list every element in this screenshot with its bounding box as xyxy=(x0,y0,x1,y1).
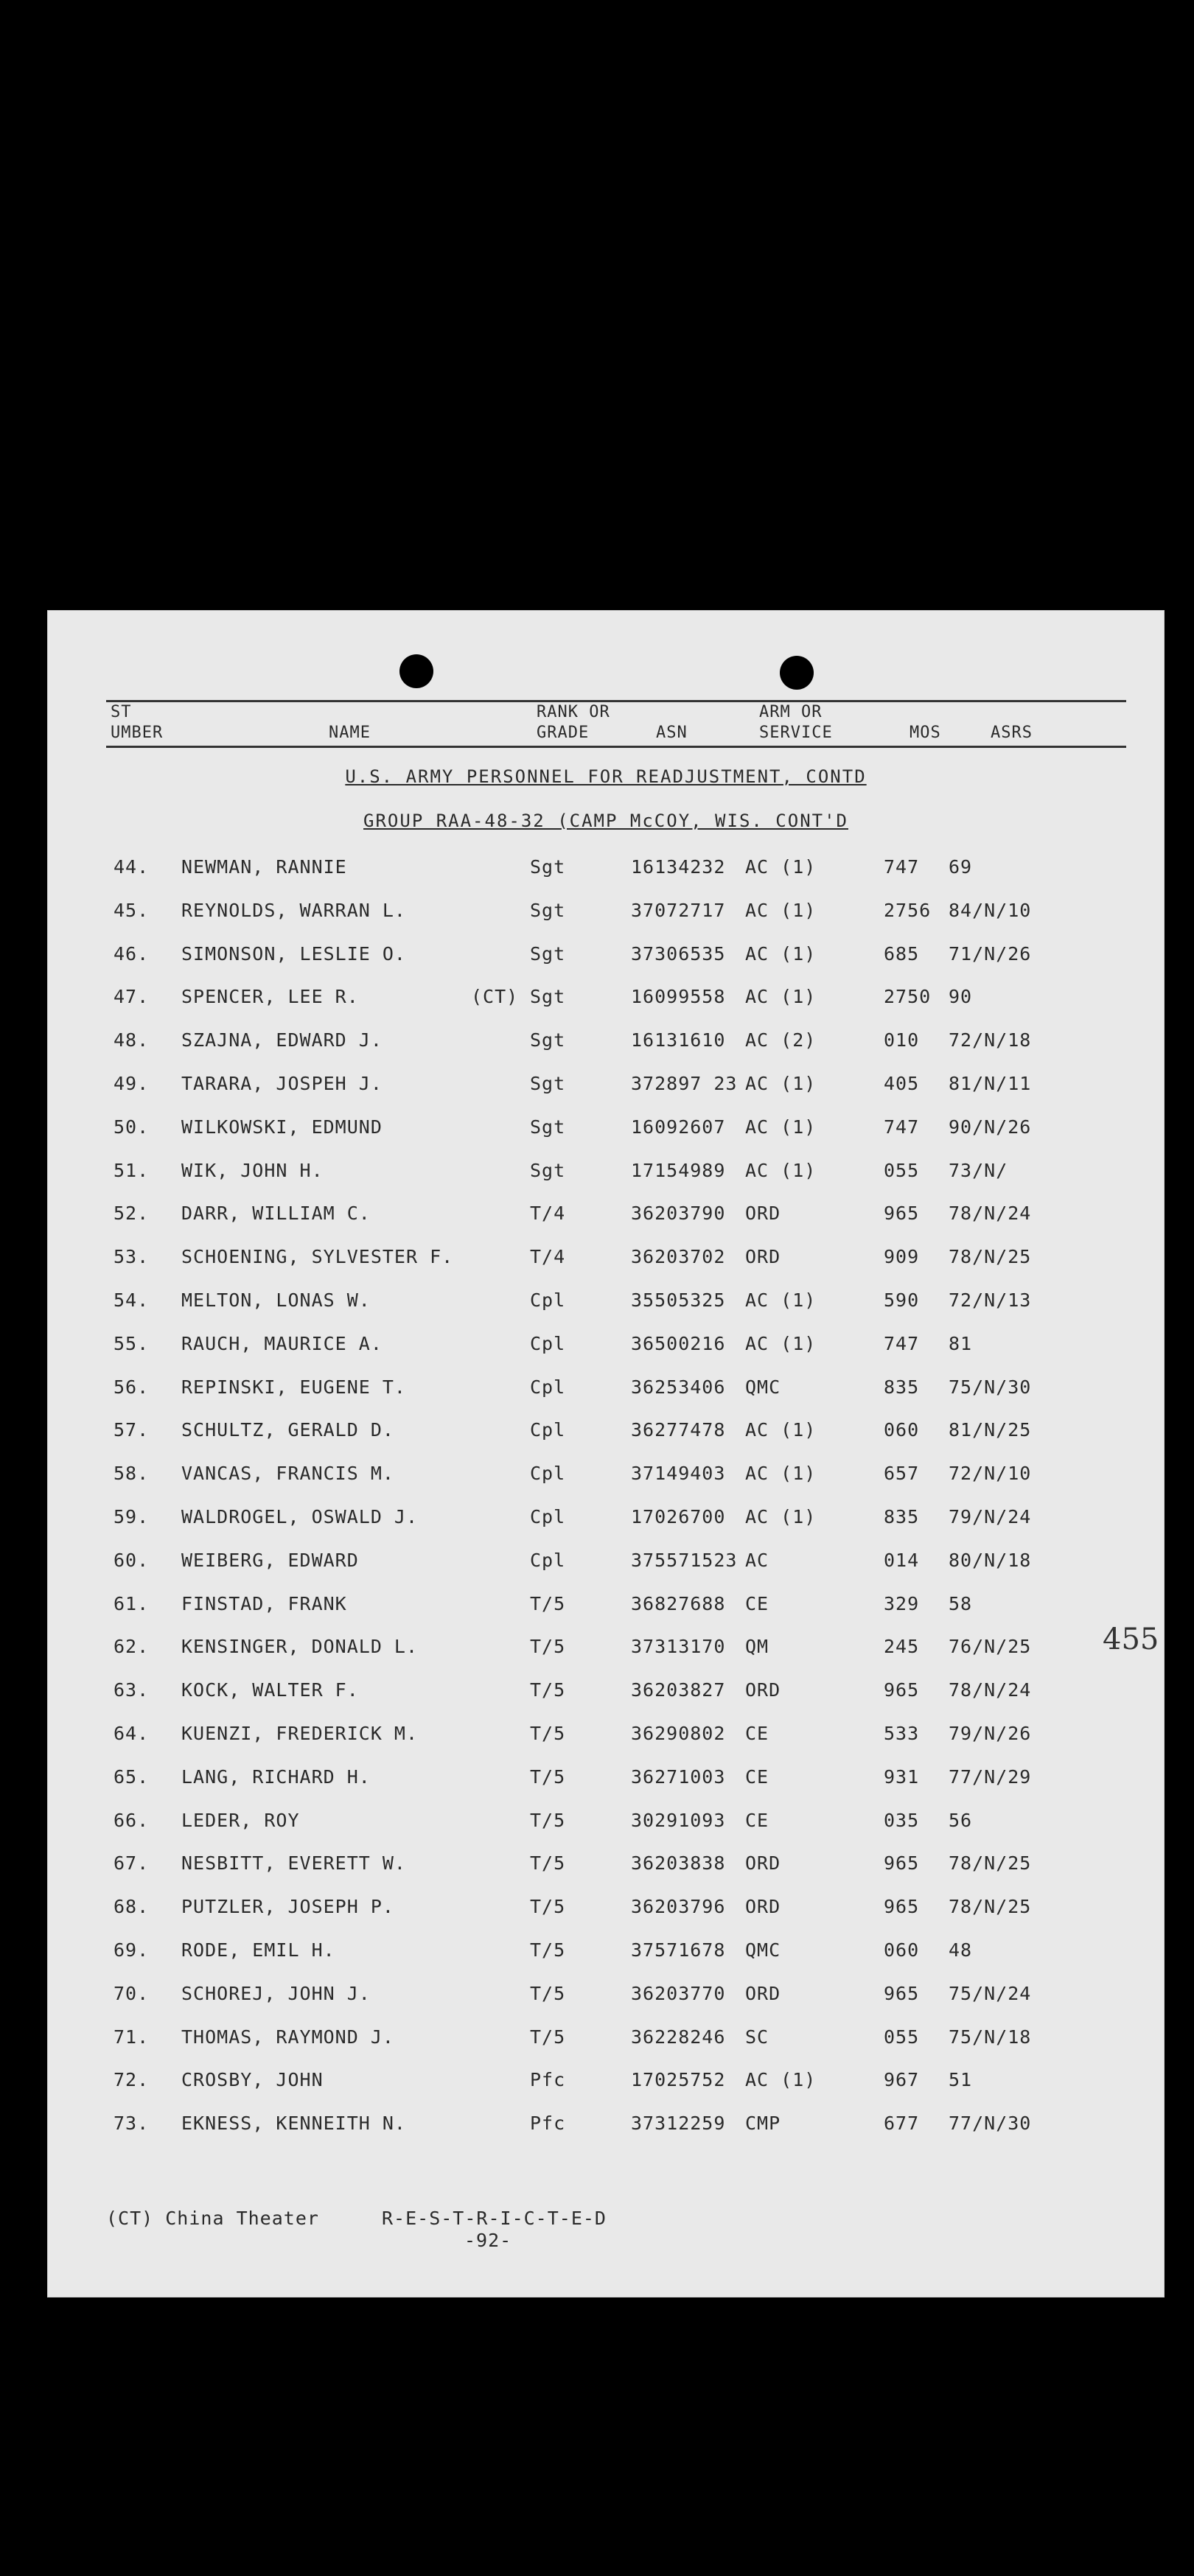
list-item xyxy=(47,1506,1165,1536)
row-arm: AC (1) xyxy=(745,942,817,965)
list-item xyxy=(47,1852,1165,1882)
row-asn: 17026700 xyxy=(631,1506,726,1527)
list-item xyxy=(47,1679,1165,1709)
row-asn: 36500216 xyxy=(631,1332,726,1354)
row-asrs: 79/N/26 xyxy=(949,1723,1032,1744)
row-asrs: 78/N/24 xyxy=(949,1203,1032,1225)
row-name: WALDROGEL, OSWALD J. xyxy=(181,1506,419,1527)
row-arm: AC (1) xyxy=(745,856,817,878)
row-mos: 657 xyxy=(884,1463,920,1485)
list-item xyxy=(47,986,1165,1015)
row-arm: AC (1) xyxy=(745,1463,817,1485)
row-name: DARR, WILLIAM C. xyxy=(181,1203,371,1225)
list-item xyxy=(47,1073,1165,1102)
row-rank: T/5 xyxy=(530,2026,566,2048)
row-no: 64. xyxy=(114,1723,150,1744)
row-no: 46. xyxy=(114,942,150,965)
row-name: SCHOENING, SYLVESTER F. xyxy=(181,1246,454,1268)
list-item xyxy=(47,1246,1165,1275)
row-rank: T/5 xyxy=(530,1636,566,1658)
row-arm: AC (1) xyxy=(745,1073,817,1094)
list-item xyxy=(47,1810,1165,1839)
row-no: 62. xyxy=(114,1636,150,1658)
row-asn: 16092607 xyxy=(631,1116,726,1138)
footer-page-number: -92- xyxy=(464,2230,512,2251)
row-name: SCHULTZ, GERALD D. xyxy=(181,1419,394,1441)
section-title: U.S. ARMY PERSONNEL FOR READJUSTMENT, CONTD xyxy=(345,766,867,787)
row-asrs: 72/N/18 xyxy=(949,1029,1032,1051)
row-mos: 533 xyxy=(884,1723,920,1744)
row-rank: Sgt xyxy=(530,1159,566,1181)
row-asn: 372897 23 xyxy=(631,1073,738,1094)
row-arm: AC (1) xyxy=(745,1116,817,1138)
row-arm: ORD xyxy=(745,1246,781,1268)
footer-restricted: R-E-S-T-R-I-C-T-E-D xyxy=(382,2208,607,2229)
row-rank: Sgt xyxy=(530,1029,566,1051)
row-name: KOCK, WALTER F. xyxy=(181,1679,359,1701)
footer-legend: (CT) China Theater xyxy=(106,2208,319,2229)
row-no: 72. xyxy=(114,2069,150,2091)
row-name: WILKOWSKI, EDMUND xyxy=(181,1116,383,1138)
row-name: MELTON, LONAS W. xyxy=(181,1289,371,1311)
row-no: 52. xyxy=(114,1203,150,1225)
row-name: THOMAS, RAYMOND J. xyxy=(181,2026,394,2048)
header-asrs: ASRS xyxy=(991,724,1033,742)
row-arm: AC xyxy=(745,1549,769,1571)
row-arm: ORD xyxy=(745,1896,781,1918)
row-arm: QMC xyxy=(745,1376,781,1398)
row-asrs: 78/N/24 xyxy=(949,1679,1032,1701)
row-asrs: 90 xyxy=(949,986,973,1008)
row-name: RODE, EMIL H. xyxy=(181,1939,335,1961)
row-asn: 36253406 xyxy=(631,1376,726,1398)
row-mos: 035 xyxy=(884,1809,920,1831)
row-mos: 747 xyxy=(884,856,920,878)
row-rank: Sgt xyxy=(530,942,566,965)
row-asn: 36203838 xyxy=(631,1852,726,1875)
row-no: 59. xyxy=(114,1506,150,1527)
row-arm: QM xyxy=(745,1636,769,1658)
row-mos: 010 xyxy=(884,1029,920,1051)
row-no: 66. xyxy=(114,1809,150,1831)
row-mos: 747 xyxy=(884,1332,920,1354)
row-arm: AC (1) xyxy=(745,1419,817,1441)
header-arm-line1: ARM OR xyxy=(759,703,823,721)
row-rank: T/5 xyxy=(530,1982,566,2004)
row-rank: Sgt xyxy=(530,1116,566,1138)
punch-hole xyxy=(399,654,433,688)
row-rank: T/5 xyxy=(530,1592,566,1614)
row-rank: T/5 xyxy=(530,1765,566,1788)
row-rank: T/5 xyxy=(530,1852,566,1875)
row-mos: 405 xyxy=(884,1073,920,1094)
row-asn: 30291093 xyxy=(631,1809,726,1831)
row-name: REYNOLDS, WARRAN L. xyxy=(181,899,406,921)
row-arm: AC (1) xyxy=(745,899,817,921)
row-name: SCHOREJ, JOHN J. xyxy=(181,1982,371,2004)
row-rank: Sgt xyxy=(530,856,566,878)
row-rank: Cpl xyxy=(530,1463,566,1485)
row-asrs: 79/N/24 xyxy=(949,1506,1032,1527)
row-arm: QMC xyxy=(745,1939,781,1961)
header-number-line1: ST xyxy=(111,703,132,721)
row-asrs: 80/N/18 xyxy=(949,1549,1032,1571)
row-arm: AC (1) xyxy=(745,986,817,1008)
list-item xyxy=(47,943,1165,973)
row-arm: ORD xyxy=(745,1679,781,1701)
row-asn: 36290802 xyxy=(631,1723,726,1744)
row-rank: Cpl xyxy=(530,1332,566,1354)
row-arm: CE xyxy=(745,1723,769,1744)
row-no: 58. xyxy=(114,1463,150,1485)
row-mos: 060 xyxy=(884,1939,920,1961)
list-item xyxy=(47,1896,1165,1925)
row-mos: 2756 xyxy=(884,899,932,921)
list-item xyxy=(47,900,1165,929)
row-asrs: 75/N/18 xyxy=(949,2026,1032,2048)
row-mos: 685 xyxy=(884,942,920,965)
row-asn: 37149403 xyxy=(631,1463,726,1485)
row-rank: Sgt xyxy=(530,1073,566,1094)
row-asrs: 72/N/13 xyxy=(949,1289,1032,1311)
list-item xyxy=(47,1160,1165,1189)
row-mos: 835 xyxy=(884,1506,920,1527)
row-asn: 36271003 xyxy=(631,1765,726,1788)
row-name: WEIBERG, EDWARD xyxy=(181,1549,359,1571)
row-rank: Cpl xyxy=(530,1419,566,1441)
row-arm: CE xyxy=(745,1809,769,1831)
row-asn: 17025752 xyxy=(631,2069,726,2091)
row-rank: Cpl xyxy=(530,1549,566,1571)
row-no: 70. xyxy=(114,1982,150,2004)
row-no: 55. xyxy=(114,1332,150,1354)
row-asrs: 75/N/24 xyxy=(949,1982,1032,2004)
row-asrs: 73/N/ xyxy=(949,1159,1008,1181)
row-arm: SC xyxy=(745,2026,769,2048)
row-asn: 37313170 xyxy=(631,1636,726,1658)
row-mos: 329 xyxy=(884,1592,920,1614)
row-mos: 965 xyxy=(884,1203,920,1225)
list-item xyxy=(47,1983,1165,2012)
row-arm: CE xyxy=(745,1765,769,1788)
header-name: NAME xyxy=(329,724,371,742)
row-asrs: 76/N/25 xyxy=(949,1636,1032,1658)
row-name: SPENCER, LEE R. xyxy=(181,986,359,1008)
list-item xyxy=(47,1593,1165,1623)
punch-hole xyxy=(780,656,814,690)
row-arm: CMP xyxy=(745,2113,781,2135)
row-asrs: 84/N/10 xyxy=(949,899,1032,921)
row-ct: (CT) xyxy=(471,986,519,1008)
row-asn: 36203796 xyxy=(631,1896,726,1918)
row-name: TARARA, JOSPEH J. xyxy=(181,1073,383,1094)
list-item xyxy=(47,1723,1165,1752)
row-no: 48. xyxy=(114,1029,150,1051)
row-rank: T/5 xyxy=(530,1939,566,1961)
row-no: 57. xyxy=(114,1419,150,1441)
row-name: VANCAS, FRANCIS M. xyxy=(181,1463,394,1485)
row-asrs: 81 xyxy=(949,1332,973,1354)
header-mos: MOS xyxy=(910,724,941,742)
list-item xyxy=(47,1636,1165,1665)
row-arm: AC (1) xyxy=(745,1332,817,1354)
row-name: KUENZI, FREDERICK M. xyxy=(181,1723,419,1744)
row-asn: 37312259 xyxy=(631,2113,726,2135)
row-mos: 677 xyxy=(884,2113,920,2135)
row-asn: 17154989 xyxy=(631,1159,726,1181)
row-rank: Pfc xyxy=(530,2069,566,2091)
row-asn: 37306535 xyxy=(631,942,726,965)
row-asn: 16131610 xyxy=(631,1029,726,1051)
row-asn: 37571678 xyxy=(631,1939,726,1961)
row-no: 69. xyxy=(114,1939,150,1961)
row-rank: T/4 xyxy=(530,1246,566,1268)
row-mos: 965 xyxy=(884,1679,920,1701)
row-no: 60. xyxy=(114,1549,150,1571)
row-asn: 37072717 xyxy=(631,899,726,921)
header-rank-line1: RANK OR xyxy=(537,703,610,721)
list-item xyxy=(47,1766,1165,1796)
row-name: PUTZLER, JOSEPH P. xyxy=(181,1896,394,1918)
row-no: 56. xyxy=(114,1376,150,1398)
row-arm: AC (1) xyxy=(745,1159,817,1181)
header-rank-line2: GRADE xyxy=(537,724,590,742)
row-rank: T/5 xyxy=(530,1896,566,1918)
row-rank: T/5 xyxy=(530,1809,566,1831)
list-item xyxy=(47,2026,1165,2056)
row-asn: 36203827 xyxy=(631,1679,726,1701)
row-name: FINSTAD, FRANK xyxy=(181,1592,347,1614)
header-number-line2: UMBER xyxy=(111,724,164,742)
row-mos: 060 xyxy=(884,1419,920,1441)
list-item xyxy=(47,2113,1165,2142)
row-asrs: 78/N/25 xyxy=(949,1246,1032,1268)
row-mos: 967 xyxy=(884,2069,920,2091)
row-name: RAUCH, MAURICE A. xyxy=(181,1332,383,1354)
header-bottom-rule xyxy=(106,746,1126,748)
header-asn: ASN xyxy=(656,724,688,742)
row-asn: 375571523 xyxy=(631,1549,738,1571)
row-arm: AC (1) xyxy=(745,2069,817,2091)
row-no: 53. xyxy=(114,1246,150,1268)
row-no: 65. xyxy=(114,1765,150,1788)
row-asrs: 51 xyxy=(949,2069,973,2091)
row-mos: 747 xyxy=(884,1116,920,1138)
list-item xyxy=(47,1550,1165,1579)
row-asn: 35505325 xyxy=(631,1289,726,1311)
row-asrs: 78/N/25 xyxy=(949,1852,1032,1875)
row-no: 49. xyxy=(114,1073,150,1094)
header-arm-line2: SERVICE xyxy=(759,724,833,742)
row-asrs: 56 xyxy=(949,1809,973,1831)
row-asrs: 75/N/30 xyxy=(949,1376,1032,1398)
row-no: 61. xyxy=(114,1592,150,1614)
list-item xyxy=(47,1289,1165,1319)
row-arm: AC (2) xyxy=(745,1029,817,1051)
row-no: 54. xyxy=(114,1289,150,1311)
row-mos: 965 xyxy=(884,1896,920,1918)
row-mos: 014 xyxy=(884,1549,920,1571)
row-mos: 590 xyxy=(884,1289,920,1311)
row-name: EKNESS, KENNEITH N. xyxy=(181,2113,406,2135)
row-arm: ORD xyxy=(745,1203,781,1225)
row-asrs: 81/N/11 xyxy=(949,1073,1032,1094)
row-no: 50. xyxy=(114,1116,150,1138)
row-mos: 055 xyxy=(884,1159,920,1181)
list-item xyxy=(47,1203,1165,1232)
row-arm: ORD xyxy=(745,1852,781,1875)
row-asrs: 69 xyxy=(949,856,973,878)
row-mos: 835 xyxy=(884,1376,920,1398)
row-no: 47. xyxy=(114,986,150,1008)
row-name: KENSINGER, DONALD L. xyxy=(181,1636,419,1658)
row-name: NEWMAN, RANNIE xyxy=(181,856,347,878)
row-asn: 36827688 xyxy=(631,1592,726,1614)
row-asrs: 78/N/25 xyxy=(949,1896,1032,1918)
row-rank: Cpl xyxy=(530,1506,566,1527)
list-item xyxy=(47,1029,1165,1059)
group-title: GROUP RAA-48-32 (CAMP McCOY, WIS. CONT'D xyxy=(363,811,848,831)
row-no: 44. xyxy=(114,856,150,878)
row-asrs: 81/N/25 xyxy=(949,1419,1032,1441)
row-rank: Sgt xyxy=(530,986,566,1008)
row-no: 51. xyxy=(114,1159,150,1181)
row-asrs: 71/N/26 xyxy=(949,942,1032,965)
row-asn: 16099558 xyxy=(631,986,726,1008)
row-name: REPINSKI, EUGENE T. xyxy=(181,1376,406,1398)
row-arm: ORD xyxy=(745,1982,781,2004)
list-item xyxy=(47,1939,1165,1969)
row-arm: AC (1) xyxy=(745,1289,817,1311)
row-no: 67. xyxy=(114,1852,150,1875)
list-item xyxy=(47,1116,1165,1146)
row-asrs: 90/N/26 xyxy=(949,1116,1032,1138)
row-asrs: 77/N/29 xyxy=(949,1765,1032,1788)
row-rank: Cpl xyxy=(530,1289,566,1311)
row-name: WIK, JOHN H. xyxy=(181,1159,324,1181)
row-no: 73. xyxy=(114,2113,150,2135)
list-item xyxy=(47,856,1165,886)
row-name: NESBITT, EVERETT W. xyxy=(181,1852,406,1875)
row-rank: T/5 xyxy=(530,1679,566,1701)
row-asn: 36228246 xyxy=(631,2026,726,2048)
row-mos: 055 xyxy=(884,2026,920,2048)
row-arm: CE xyxy=(745,1592,769,1614)
row-name: CROSBY, JOHN xyxy=(181,2069,324,2091)
list-item xyxy=(47,1333,1165,1362)
row-asn: 16134232 xyxy=(631,856,726,878)
list-item xyxy=(47,1419,1165,1449)
list-item xyxy=(47,1376,1165,1406)
row-rank: Cpl xyxy=(530,1376,566,1398)
row-mos: 965 xyxy=(884,1982,920,2004)
page-stamp-number: 455 xyxy=(1103,1623,1159,1656)
row-asn: 36277478 xyxy=(631,1419,726,1441)
row-mos: 965 xyxy=(884,1852,920,1875)
list-item xyxy=(47,1463,1165,1492)
row-mos: 245 xyxy=(884,1636,920,1658)
row-asrs: 48 xyxy=(949,1939,973,1961)
header-top-rule xyxy=(106,700,1126,702)
row-mos: 931 xyxy=(884,1765,920,1788)
row-no: 63. xyxy=(114,1679,150,1701)
row-rank: Pfc xyxy=(530,2113,566,2135)
row-asrs: 77/N/30 xyxy=(949,2113,1032,2135)
row-no: 68. xyxy=(114,1896,150,1918)
list-item xyxy=(47,2069,1165,2099)
row-mos: 2750 xyxy=(884,986,932,1008)
row-asrs: 72/N/10 xyxy=(949,1463,1032,1485)
row-name: SZAJNA, EDWARD J. xyxy=(181,1029,383,1051)
row-name: SIMONSON, LESLIE O. xyxy=(181,942,406,965)
row-rank: T/4 xyxy=(530,1203,566,1225)
row-no: 45. xyxy=(114,899,150,921)
row-no: 71. xyxy=(114,2026,150,2048)
row-rank: Sgt xyxy=(530,899,566,921)
row-mos: 909 xyxy=(884,1246,920,1268)
row-asn: 36203702 xyxy=(631,1246,726,1268)
row-asrs: 58 xyxy=(949,1592,973,1614)
row-rank: T/5 xyxy=(530,1723,566,1744)
row-asn: 36203770 xyxy=(631,1982,726,2004)
document-page xyxy=(47,610,1165,2297)
row-asn: 36203790 xyxy=(631,1203,726,1225)
row-name: LANG, RICHARD H. xyxy=(181,1765,371,1788)
row-name: LEDER, ROY xyxy=(181,1809,300,1831)
row-arm: AC (1) xyxy=(745,1506,817,1527)
